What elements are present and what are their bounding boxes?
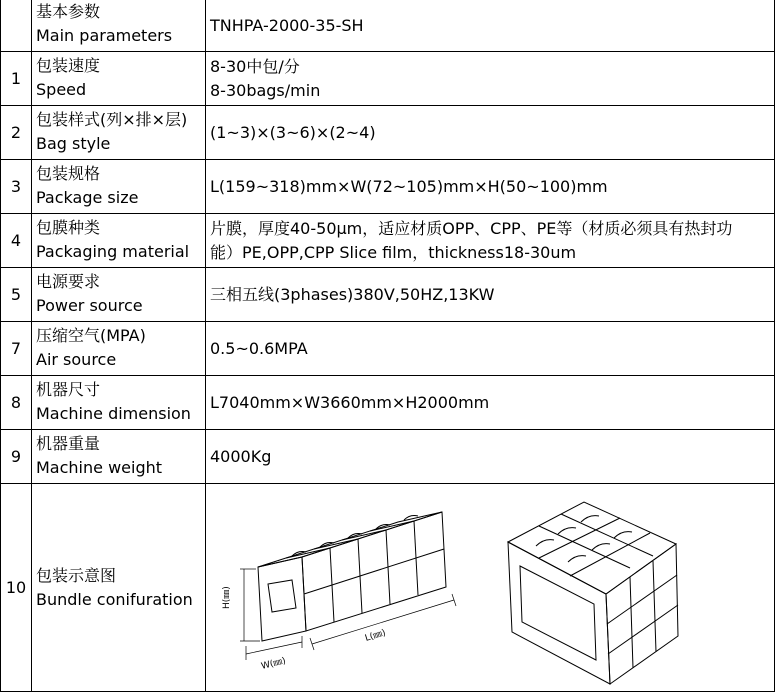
parameter-name-cn: 基本参数 <box>36 2 101 21</box>
parameter-name-cn: 机器尺寸 <box>36 380 101 399</box>
table-row <box>0 160 775 214</box>
height-dimension-label: H(㎜) <box>222 586 232 609</box>
parameter-name <box>32 322 206 375</box>
row-number: 7 <box>0 322 32 375</box>
parameter-name-cn: 包装示意图 <box>36 565 117 585</box>
parameter-value <box>206 0 775 51</box>
length-dimension-label: L(㎜) <box>363 628 388 644</box>
row-number: 8 <box>0 376 32 429</box>
bundle-drawing-block <box>508 502 678 684</box>
parameter-name-cn: 包装样式(列×排×层) <box>36 110 188 129</box>
row-number: 1 <box>0 52 32 105</box>
parameter-name <box>32 160 206 213</box>
parameter-name-en: Speed <box>36 80 87 99</box>
parameter-name-en: Power source <box>36 296 143 315</box>
parameter-value-text: 能）PE,OPP,CPP Slice film，thickness18-30um <box>210 242 577 262</box>
parameter-name-en: Air source <box>36 350 117 369</box>
row-number: 2 <box>0 106 32 159</box>
table-row <box>0 52 775 106</box>
parameter-name-cn: 压缩空气(MPA) <box>36 326 146 345</box>
parameter-value-text: (1~3)×(3~6)×(2~4) <box>210 122 376 142</box>
parameter-value-text: 8-30bags/min <box>210 80 321 100</box>
parameter-name <box>32 106 206 159</box>
parameter-value <box>206 376 775 429</box>
parameter-value-text: 三相五线(3phases)380V,50HZ,13KW <box>210 284 495 304</box>
row-number: 3 <box>0 160 32 213</box>
parameter-value <box>206 160 775 213</box>
parameter-name <box>32 430 206 483</box>
width-dimension-label: W(㎜) <box>260 656 287 672</box>
parameter-name-en: Packaging material <box>36 242 190 261</box>
parameter-name-cn: 包装规格 <box>36 164 101 183</box>
table-row <box>0 106 775 160</box>
bundle-diagram-cell <box>206 484 775 691</box>
parameter-value-text: 4000Kg <box>210 446 272 466</box>
parameter-name-en: Package size <box>36 188 139 207</box>
table-row <box>0 376 775 430</box>
row-number: 5 <box>0 268 32 321</box>
parameter-value <box>206 322 775 375</box>
table-row <box>0 0 775 52</box>
parameter-value <box>206 268 775 321</box>
parameter-value-text: 片膜，厚度40-50μm，适应材质OPP、CPP、PE等（材质必须具有热封功 <box>210 218 733 238</box>
table-row <box>0 484 775 692</box>
row-number: 9 <box>0 430 32 483</box>
parameter-name <box>32 0 206 51</box>
parameter-value <box>206 430 775 483</box>
table-row <box>0 430 775 484</box>
parameter-name <box>32 484 206 691</box>
parameter-name <box>32 214 206 267</box>
parameter-value-text: L(159~318)mm×W(72~105)mm×H(50~100)mm <box>210 176 608 196</box>
parameter-name-en: Bundle conifuration <box>36 589 193 609</box>
bundle-drawing-long <box>240 512 456 660</box>
parameter-name-cn: 包膜种类 <box>36 218 101 237</box>
parameter-name <box>32 376 206 429</box>
bundle-diagram <box>206 484 774 691</box>
row-number <box>0 0 32 51</box>
parameter-name-cn: 包装速度 <box>36 56 101 75</box>
parameter-value-text: L7040mm×W3660mm×H2000mm <box>210 392 490 412</box>
parameter-name-en: Machine weight <box>36 458 163 477</box>
parameter-value-text: 8-30中包/分 <box>210 56 300 76</box>
parameter-name-en: Main parameters <box>36 26 173 45</box>
parameter-value <box>206 52 775 105</box>
parameter-value-text: 0.5~0.6MPA <box>210 338 308 358</box>
parameter-value-text: TNHPA-2000-35-SH <box>210 15 364 35</box>
row-number: 4 <box>0 214 32 267</box>
parameter-value <box>206 106 775 159</box>
parameter-name-en: Machine dimension <box>36 404 191 423</box>
table-row <box>0 214 775 268</box>
table-row <box>0 322 775 376</box>
parameter-name-cn: 机器重量 <box>36 434 101 453</box>
row-number: 10 <box>0 484 32 691</box>
parameter-name <box>32 268 206 321</box>
table-row <box>0 268 775 322</box>
parameter-name-en: Bag style <box>36 134 111 153</box>
parameter-name <box>32 52 206 105</box>
parameter-name-cn: 电源要求 <box>36 272 101 291</box>
parameter-value <box>206 214 775 267</box>
